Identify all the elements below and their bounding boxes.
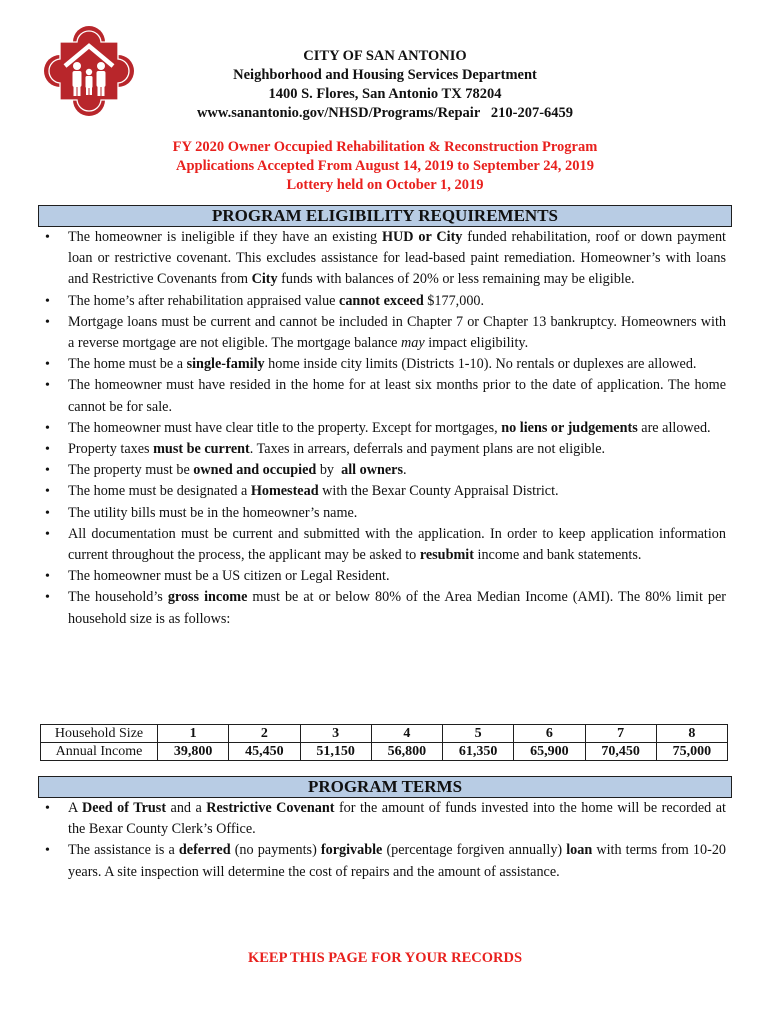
eligibility-item: [40, 566, 726, 587]
household-size-cell: 1: [158, 725, 229, 743]
italic-text: may: [401, 335, 425, 352]
emphasis-text: City: [251, 271, 278, 288]
item-text: (percentage forgiven annually): [382, 842, 567, 859]
annual-income-cell: 61,350: [443, 743, 514, 761]
website-and-phone[interactable]: www.sanantonio.gov/NHSD/Programs/Repair 210-207-6459: [196, 105, 574, 121]
city-name: CITY OF SAN ANTONIO: [303, 48, 467, 64]
annual-income-cell: 56,800: [371, 743, 442, 761]
emphasis-text: HUD or City: [382, 229, 463, 245]
emphasis-text: must be current: [153, 441, 250, 458]
item-text: The home must be designated a: [68, 483, 251, 500]
eligibility-item: [40, 524, 726, 566]
household-size-cell: 3: [300, 725, 371, 743]
household-size-row: [41, 725, 728, 743]
item-text: The homeowner must have resided in the home for at least six months prior to the date of application. The home cannot be for sale.: [68, 377, 726, 415]
item-text: Mortgage loans must be current and cannot be included in Chapter 7 or Chapter 13 bankruptcy. Homeowners with a reverse mortgage are not eligible. The mortgage balance: [68, 313, 726, 352]
annual-income-cell: 45,450: [229, 743, 300, 761]
annual-income-cell: 65,900: [514, 743, 585, 761]
item-text: income and bank statements.: [473, 547, 642, 564]
eligibility-item: [40, 291, 726, 312]
item-text: impact eligibility.: [424, 335, 529, 352]
eligibility-item: [40, 503, 726, 524]
emphasis-text: gross income: [167, 589, 248, 606]
eligibility-list: [40, 227, 726, 630]
emphasis-text: Deed of Trust: [81, 800, 167, 816]
eligibility-item: [40, 439, 726, 460]
item-text: The assistance is a: [68, 842, 179, 859]
emphasis-text: loan: [566, 842, 593, 859]
item-text: with terms from 10-20 years. A site inspection will determine the cost of repairs and the amount of assistance.: [68, 842, 727, 880]
eligibility-item: [40, 375, 726, 417]
item-text: funded rehabilitation, roof or down payment loan or restrictive covenant. This excludes assistance for lead-based paint remediation. Homeowner’s with loans and Restrictive Covenants from: [68, 229, 726, 288]
eligibility-item: [40, 312, 726, 354]
item-text: The homeowner is ineligible if they have an existing: [68, 229, 383, 245]
item-text: The homeowner must have clear title to the property. Except for mortgages,: [68, 419, 502, 436]
item-text: .: [402, 462, 407, 479]
department-name: Neighborhood and Housing Services Department: [233, 67, 537, 83]
item-text: All documentation must be current and submitted with the application. In order to keep application information current throughout the process, the applicant may be asked to: [68, 525, 726, 564]
item-text: (no payments): [230, 842, 321, 859]
program-title: FY 2020 Owner Occupied Rehabilitation & Reconstruction Program: [172, 139, 598, 155]
item-text: are allowed.: [637, 419, 711, 436]
emphasis-text: deferred: [178, 842, 231, 859]
household-size-cell: 5: [443, 725, 514, 743]
emphasis-text: single-family: [186, 356, 265, 373]
item-text: $177,000.: [423, 292, 485, 309]
item-text: The home must be a: [68, 356, 187, 373]
keep-records-notice: KEEP THIS PAGE FOR YOUR RECORDS: [247, 950, 523, 966]
annual-income-label: Annual Income: [41, 743, 158, 761]
item-text: . Taxes in arrears, deferrals and payment plans are not eligible.: [249, 441, 606, 458]
item-text: by: [316, 462, 342, 479]
annual-income-cell: 70,450: [585, 743, 656, 761]
annual-income-cell: 75,000: [656, 743, 727, 761]
eligibility-item: [40, 587, 726, 629]
emphasis-text: forgivable: [320, 842, 383, 859]
program-announcement: [140, 138, 630, 195]
item-text: Property taxes: [68, 441, 154, 458]
department-address: 1400 S. Flores, San Antonio TX 78204: [268, 86, 502, 102]
household-size-cell: 7: [585, 725, 656, 743]
item-text: home inside city limits (Districts 1-10). No rentals or duplexes are allowed.: [264, 356, 697, 373]
emphasis-text: Homestead: [250, 483, 319, 500]
item-text: with the Bexar County Appraisal District.: [318, 483, 559, 500]
annual-income-cell: 51,150: [300, 743, 371, 761]
emphasis-text: Restrictive Covenant: [206, 800, 335, 816]
emphasis-text: all owners: [341, 462, 403, 479]
household-size-cell: 6: [514, 725, 585, 743]
eligibility-item: [40, 227, 726, 291]
item-text: The home’s after rehabilitation appraised value: [68, 292, 340, 309]
item-text: A: [68, 800, 82, 816]
household-size-cell: 8: [656, 725, 727, 743]
item-text: The homeowner must be a US citizen or Legal Resident.: [68, 568, 390, 585]
eligibility-item: [40, 418, 726, 439]
household-size-cell: 4: [371, 725, 442, 743]
terms-section-title: PROGRAM TERMS: [38, 776, 732, 798]
terms-item: [40, 798, 726, 840]
household-size-label: Household Size: [41, 725, 158, 743]
terms-list: [40, 798, 726, 883]
application-dates: Applications Accepted From August 14, 2019 to September 24, 2019: [176, 158, 594, 174]
item-text: The household’s: [68, 589, 168, 606]
item-text: The utility bills must be in the homeowner’s name.: [68, 504, 358, 521]
item-text: funds with balances of 20% or less remaining may be eligible.: [277, 271, 635, 288]
eligibility-item: [40, 481, 726, 502]
eligibility-section-title: PROGRAM ELIGIBILITY REQUIREMENTS: [38, 205, 732, 227]
lottery-date: Lottery held on October 1, 2019: [286, 177, 484, 193]
household-size-cell: 2: [229, 725, 300, 743]
item-text: for the amount of funds invested into the home will be recorded at the Bexar County Clerk’s Office.: [68, 800, 726, 838]
item-text: The property must be: [68, 462, 194, 479]
city-nhsd-logo: [44, 26, 134, 116]
annual-income-row: [41, 743, 728, 761]
income-limit-table: [40, 724, 728, 761]
emphasis-text: no liens or judgements: [501, 419, 638, 436]
emphasis-text: owned and occupied: [193, 462, 317, 479]
eligibility-item: [40, 354, 726, 375]
item-text: must be at or below 80% of the Area Median Income (AMI). The 80% limit per household size is as follows:: [68, 589, 726, 627]
department-header: [140, 47, 630, 123]
annual-income-cell: 39,800: [158, 743, 229, 761]
emphasis-text: cannot exceed: [339, 292, 424, 309]
eligibility-item: [40, 460, 726, 481]
emphasis-text: resubmit: [419, 547, 474, 564]
item-text: and a: [166, 800, 207, 816]
terms-item: [40, 840, 726, 882]
